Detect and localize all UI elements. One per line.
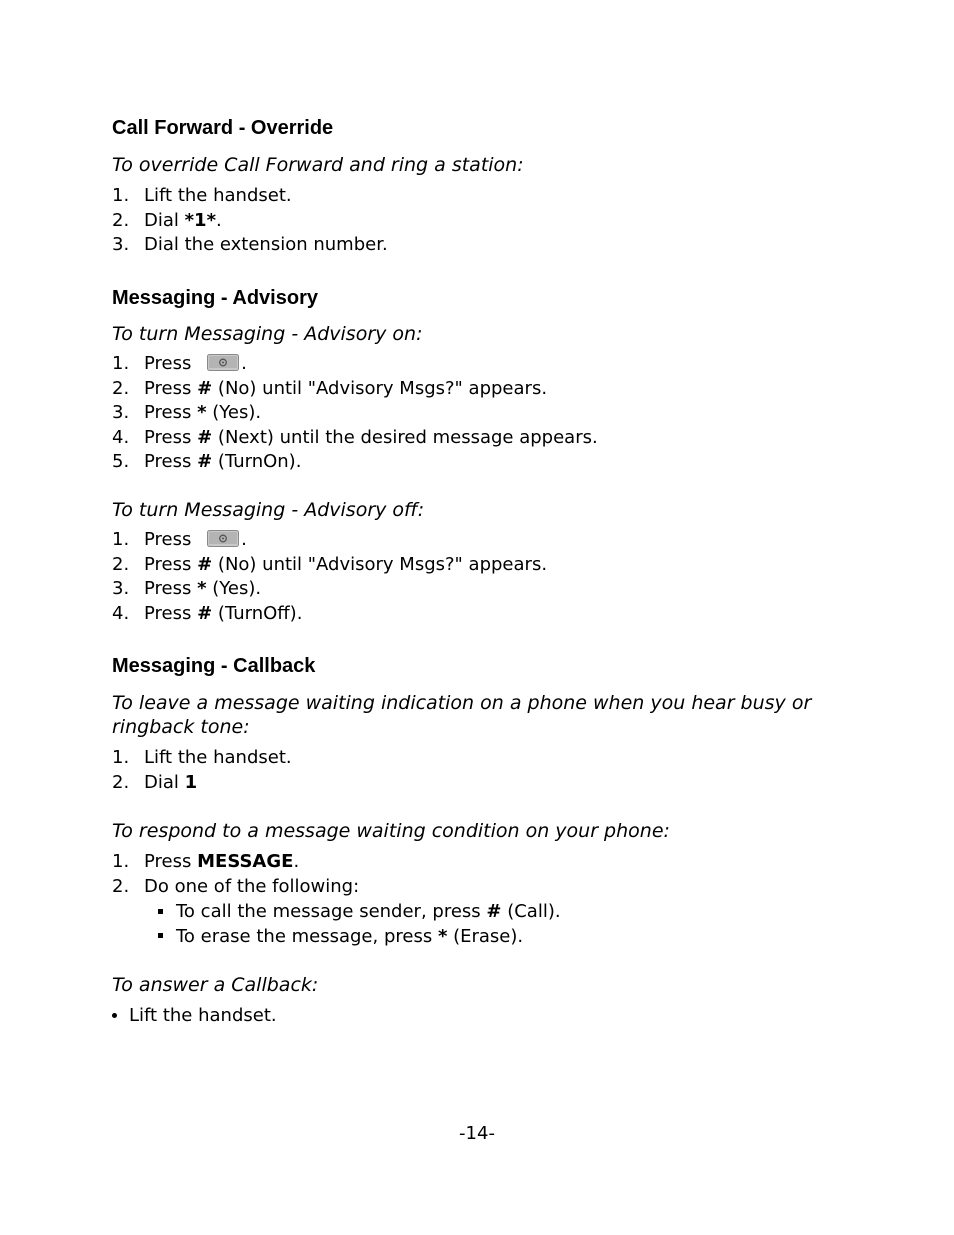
call-forward-intro: To override Call Forward and ring a station:	[112, 154, 524, 176]
list-item: 1. Press MESSAGE.	[112, 851, 300, 872]
section-title-advisory: Messaging - Advisory	[112, 287, 318, 309]
callback-respond-intro: To respond to a message waiting condition on your phone:	[112, 820, 670, 842]
list-item: 3. Press * (Yes).	[112, 402, 262, 423]
list-item: To call the message sender, press # (Call).	[158, 900, 561, 925]
list-item: 4. Press # (Next) until the desired message appears.	[112, 426, 598, 448]
advisory-on-intro: To turn Messaging - Advisory on:	[112, 323, 423, 345]
list-item: 3. Press * (Yes).	[112, 578, 262, 599]
callback-respond-options	[158, 900, 561, 949]
callback-answer-list	[97, 1004, 277, 1029]
callback-answer-intro: To answer a Callback:	[112, 974, 319, 996]
page-number: -14-	[459, 1123, 495, 1144]
list-item: 4. Press # (TurnOff).	[112, 602, 303, 624]
list-item: 2. Do one of the following:	[112, 875, 360, 897]
callback-leave-intro: To leave a message waiting indication on a phone when you hear busy or ringback tone:	[112, 692, 812, 738]
advisory-off-intro: To turn Messaging - Advisory off:	[112, 499, 425, 521]
list-item: To erase the message, press * (Erase).	[158, 925, 561, 950]
list-item: 2. Press # (No) until "Advisory Msgs?" appears.	[112, 553, 548, 575]
list-item: 3. Dial the extension number.	[112, 234, 388, 255]
advisory-off-steps	[112, 528, 547, 626]
round-bullet-icon	[112, 1013, 117, 1018]
messaging-key-icon	[207, 530, 239, 547]
section-title-call-forward: Call Forward - Override	[112, 117, 334, 139]
section-title-callback: Messaging - Callback	[112, 655, 316, 677]
messaging-key-icon	[207, 354, 239, 371]
square-bullet-icon	[158, 909, 163, 914]
list-item: 1. Lift the handset.	[112, 747, 292, 768]
call-forward-steps	[112, 184, 388, 258]
list-item: 1. Press .	[112, 353, 247, 374]
list-item: 2. Dial 1	[112, 771, 198, 793]
callback-leave-steps	[112, 746, 292, 795]
list-item: Lift the handset.	[97, 1004, 277, 1029]
list-item: 2. Press # (No) until "Advisory Msgs?" appears.	[112, 377, 548, 399]
callback-respond-steps	[112, 850, 359, 899]
square-bullet-icon	[158, 933, 163, 938]
list-item: 1. Lift the handset.	[112, 185, 292, 206]
advisory-on-steps	[112, 352, 598, 475]
list-item: 2. Dial *1*.	[112, 209, 222, 231]
list-item: 1. Press .	[112, 529, 247, 550]
list-item: 5. Press # (TurnOn).	[112, 451, 302, 472]
